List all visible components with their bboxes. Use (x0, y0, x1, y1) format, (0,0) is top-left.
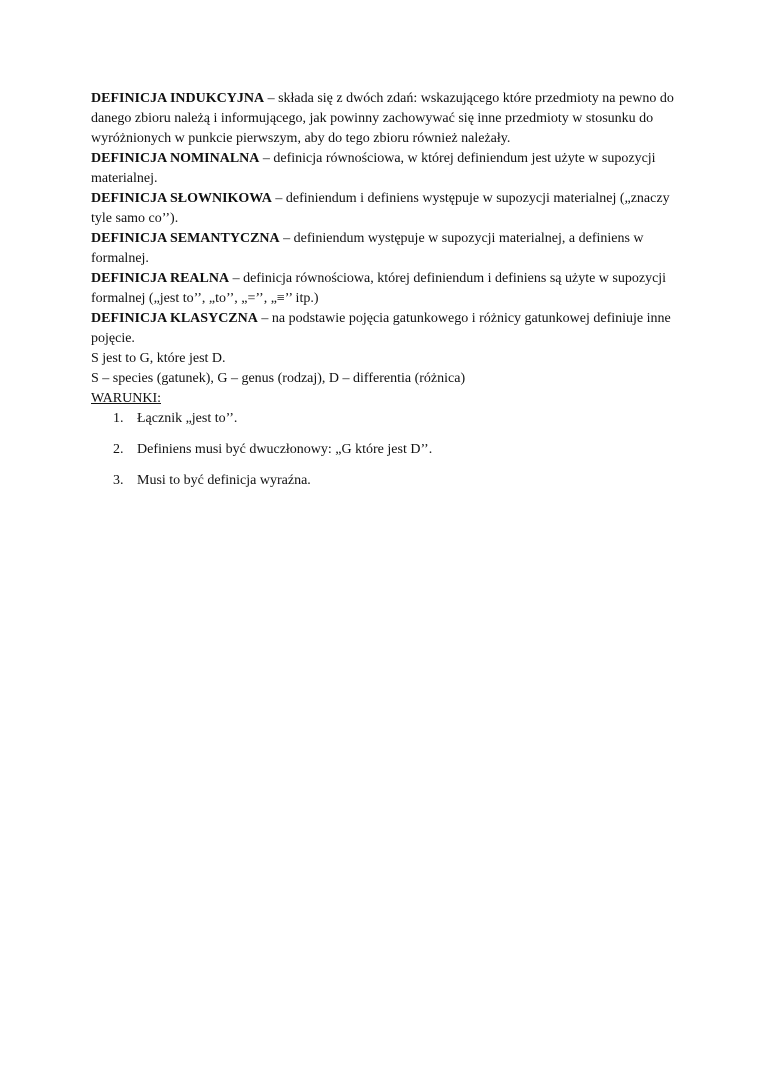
definition-term: DEFINICJA INDUKCYJNA (91, 91, 265, 106)
definition-text: – definiendum i definiens występuje w supozycji materialnej („znaczy tyle samo co’’). (91, 191, 670, 226)
formula-legend: S – species (gatunek), G – genus (rodzaj), D – differentia (różnica) (91, 371, 466, 386)
list-item-text: Musi to być definicja wyraźna. (137, 473, 311, 488)
definition-inductive (91, 89, 681, 149)
definition-text: – na podstawie pojęcia gatunkowego i różnicy gatunkowej definiuje inne pojęcie. (91, 311, 671, 346)
list-item-number: 1. (113, 411, 124, 426)
definition-real (91, 269, 681, 309)
conditions-list (91, 409, 681, 491)
document-page (91, 89, 681, 502)
definition-text: – definicja równościowa, której definiendum i definiens są użyte w supozycji formalnej („jest to’’, „to’’, „=’’, „≡’’ itp.) (91, 271, 667, 306)
definition-term: DEFINICJA NOMINALNA (91, 151, 260, 166)
definition-classical (91, 309, 681, 349)
list-item-number: 2. (113, 442, 124, 457)
conditions-heading: WARUNKI: (91, 391, 161, 406)
definition-term: DEFINICJA KLASYCZNA (91, 311, 258, 326)
list-item-text: Definiens musi być dwuczłonowy: „G które jest D’’. (137, 442, 433, 457)
classical-formula: S jest to G, które jest D. (91, 351, 226, 366)
definition-dictionary (91, 189, 681, 229)
definition-semantic (91, 229, 681, 269)
definition-term: DEFINICJA REALNA (91, 271, 230, 286)
definition-text: – definiendum występuje w supozycji materialnej, a definiens w formalnej. (91, 231, 644, 266)
list-item (91, 471, 681, 491)
list-item-number: 3. (113, 473, 124, 488)
definition-text: – definicja równościowa, w której definiendum jest użyte w supozycji materialnej. (91, 151, 656, 186)
list-item-text: Łącznik „jest to’’. (137, 411, 238, 426)
definition-term: DEFINICJA SŁOWNIKOWA (91, 191, 272, 206)
definition-text: – składa się z dwóch zdań: wskazującego które przedmioty na pewno do danego zbioru należą i informującego, jak powinny zachowywać się inne przedmioty w stosunku do wyróżnionych w punkcie pierwszym, aby do tego zbioru również należały. (91, 91, 674, 146)
definition-term: DEFINICJA SEMANTYCZNA (91, 231, 280, 246)
definition-nominal (91, 149, 681, 189)
list-item (91, 440, 681, 460)
list-item (91, 409, 681, 429)
